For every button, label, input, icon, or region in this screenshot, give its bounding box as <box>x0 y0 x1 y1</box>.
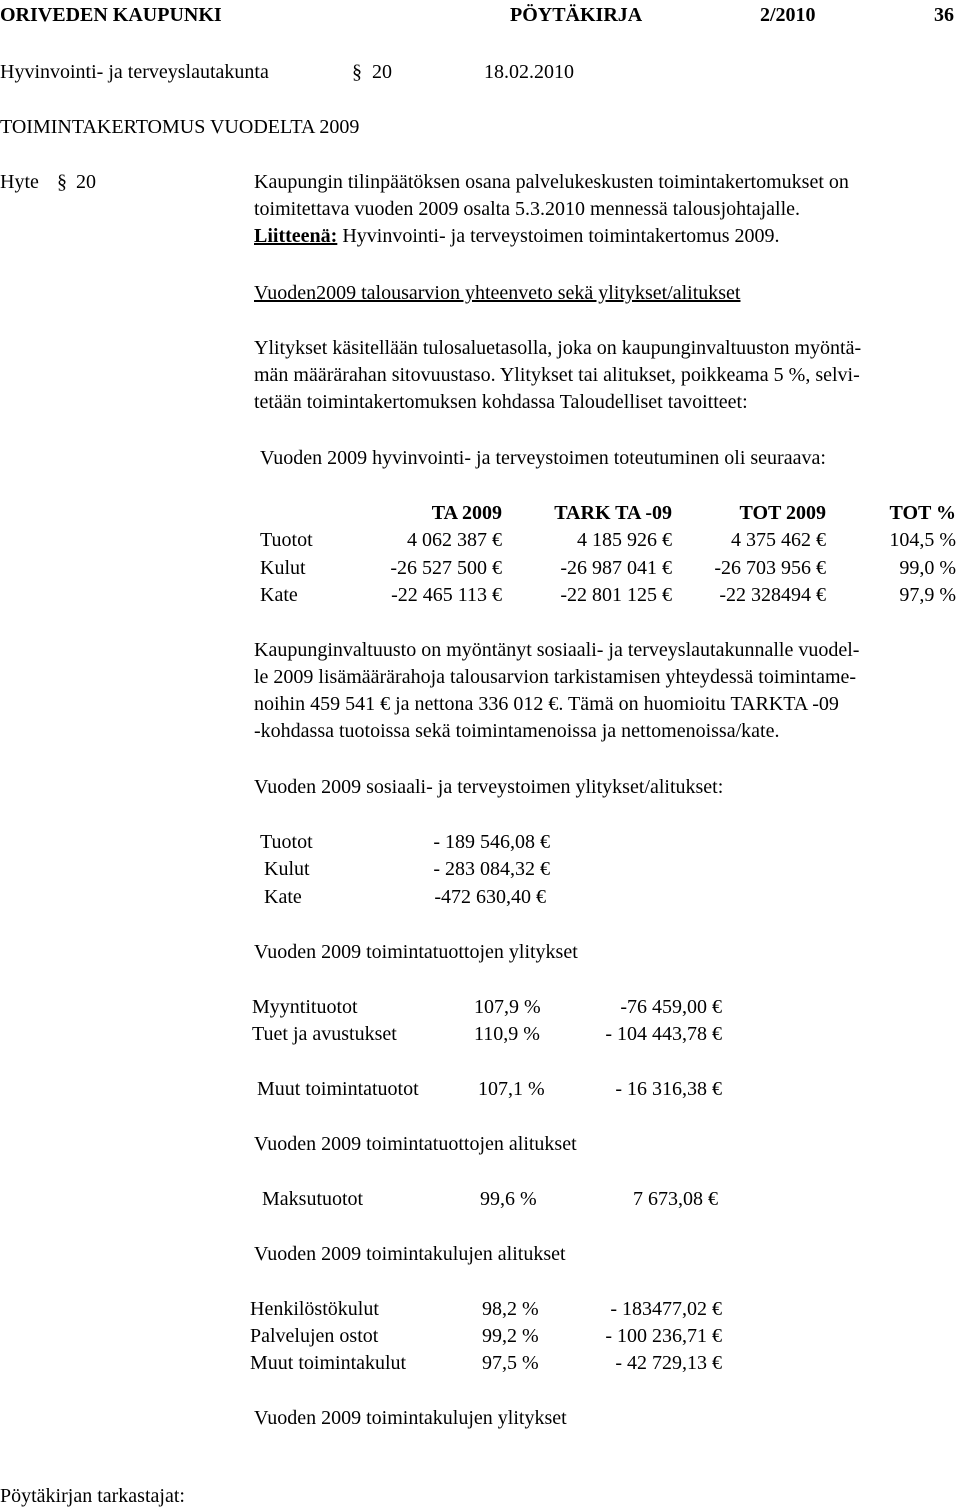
list-item-percent: 97,5 % <box>482 1352 539 1374</box>
header-doc-number: 2/2010 <box>760 4 816 26</box>
list-item-percent: 99,2 % <box>482 1325 539 1347</box>
income-over-heading: Vuoden 2009 toimintatuottojen ylitykset <box>254 941 578 963</box>
list-item-percent: 98,2 % <box>482 1298 539 1320</box>
table-row-label: Tuotot <box>260 529 313 551</box>
list-item-value: - 16 316,38 € <box>615 1078 722 1100</box>
table-cell: 4 062 387 € <box>407 529 502 551</box>
list-item-value: - 283 084,32 € <box>433 858 550 880</box>
paragraph-line: le 2009 lisämäärärahoja talousarvion tarkistamisen yhteydessä toimintame- <box>254 666 857 688</box>
paragraph-line: män määrärahan sitovuustaso. Ylitykset tai alitukset, poikkeama 5 %, selvi- <box>254 364 860 386</box>
list-item-label: Muut toimintatuotot <box>257 1078 419 1100</box>
column-header: TARK TA -09 <box>554 502 672 524</box>
table-cell: -26 703 956 € <box>714 557 826 579</box>
list-item-label: Kate <box>264 886 302 908</box>
list-item-value: -472 630,40 € <box>434 886 546 908</box>
table-cell: -22 328494 € <box>719 584 826 606</box>
list-item-percent: 110,9 % <box>474 1023 540 1045</box>
list-item-label: Kulut <box>264 858 310 880</box>
paragraph-line: Ylitykset käsitellään tulosaluetasolla, joka on kaupunginvaltuuston myöntä- <box>254 337 862 359</box>
list-item-label: Palvelujen ostot <box>250 1325 379 1347</box>
list-item-percent: 99,6 % <box>480 1188 537 1210</box>
list-item-label: Tuotot <box>260 831 313 853</box>
header-page-number: 36 <box>934 4 954 26</box>
list-item-value: - 189 546,08 € <box>433 831 550 853</box>
table-cell: 4 185 926 € <box>577 529 672 551</box>
section-sign: § <box>57 171 67 193</box>
paragraph-line: -kohdassa tuotoissa sekä toimintamenoissa ja nettomenoissa/kate. <box>254 720 780 742</box>
table-cell: -26 987 041 € <box>560 557 672 579</box>
attachment-label: Liitteenä: <box>254 225 338 247</box>
list-item-label: Myyntituotot <box>252 996 358 1018</box>
column-header: TOT % <box>889 502 956 524</box>
footer-reviewers: Pöytäkirjan tarkastajat: <box>0 1485 185 1507</box>
list-item-label: Muut toimintakulut <box>250 1352 407 1374</box>
list-item-percent: 107,1 % <box>478 1078 545 1100</box>
cost-over-heading: Vuoden 2009 toimintakulujen ylitykset <box>254 1407 567 1429</box>
table-cell: -22 465 113 € <box>391 584 502 606</box>
table-row-label: Kulut <box>260 557 306 579</box>
list-item-value: - 42 729,13 € <box>615 1352 722 1374</box>
table-cell: 104,5 % <box>889 529 956 551</box>
summary-heading: Vuoden2009 talousarvion yhteenveto sekä ylitykset/alitukset <box>254 282 741 304</box>
document-title: TOIMINTAKERTOMUS VUODELTA 2009 <box>0 116 360 138</box>
table-cell: -22 801 125 € <box>560 584 672 606</box>
table-cell: 4 375 462 € <box>731 529 826 551</box>
item-number: 20 <box>76 171 96 193</box>
paragraph-line: tetään toimintakertomuksen kohdassa Taloudelliset tavoitteet: <box>254 391 748 413</box>
header-doc-type: PÖYTÄKIRJA <box>510 4 643 26</box>
list-item-label: Henkilöstökulut <box>250 1298 379 1320</box>
header-board: Hyvinvointi- ja terveyslautakunta <box>0 61 269 83</box>
list-item-value: -76 459,00 € <box>620 996 722 1018</box>
list-item-value: 7 673,08 € <box>633 1188 718 1210</box>
paragraph-line: noihin 459 541 € ja nettona 336 012 €. Tämä on huomioitu TARKTA -09 <box>254 693 839 715</box>
table-cell: -26 527 500 € <box>390 557 502 579</box>
cost-under-heading: Vuoden 2009 toimintakulujen alitukset <box>254 1243 566 1265</box>
item-label: Hyte <box>0 171 39 193</box>
header-section: 20 <box>372 61 392 83</box>
column-header: TA 2009 <box>431 502 502 524</box>
realization-heading: Vuoden 2009 hyvinvointi- ja terveystoimen toteutuminen oli seuraava: <box>260 447 826 469</box>
column-header: TOT 2009 <box>739 502 826 524</box>
header-date: 18.02.2010 <box>484 61 574 83</box>
table-cell: 99,0 % <box>899 557 956 579</box>
attachment-line <box>254 223 779 250</box>
list-item-percent: 107,9 % <box>474 996 541 1018</box>
intro-line: toimitettava vuoden 2009 osalta 5.3.2010 mennessä talousjohtajalle. <box>254 198 800 220</box>
paragraph-line: Kaupunginvaltuusto on myöntänyt sosiaali- ja terveyslautakunnalle vuodel- <box>254 639 860 661</box>
attachment-text: Hyvinvointi- ja terveystoimen toimintakertomus 2009. <box>337 225 780 247</box>
list-item-value: - 100 236,71 € <box>605 1325 722 1347</box>
intro-line: Kaupungin tilinpäätöksen osana palvelukeskusten toimintakertomukset on <box>254 171 849 193</box>
list-item-label: Tuet ja avustukset <box>252 1023 397 1045</box>
list-item-value: - 183477,02 € <box>610 1298 722 1320</box>
table-cell: 97,9 % <box>899 584 956 606</box>
header-org: ORIVEDEN KAUPUNKI <box>0 4 222 26</box>
table-row-label: Kate <box>260 584 298 606</box>
list-item-value: - 104 443,78 € <box>605 1023 722 1045</box>
section-sign: § <box>352 61 362 83</box>
over-under-heading: Vuoden 2009 sosiaali- ja terveystoimen ylitykset/alitukset: <box>254 776 724 798</box>
income-under-heading: Vuoden 2009 toimintatuottojen alitukset <box>254 1133 577 1155</box>
list-item-label: Maksutuotot <box>262 1188 364 1210</box>
